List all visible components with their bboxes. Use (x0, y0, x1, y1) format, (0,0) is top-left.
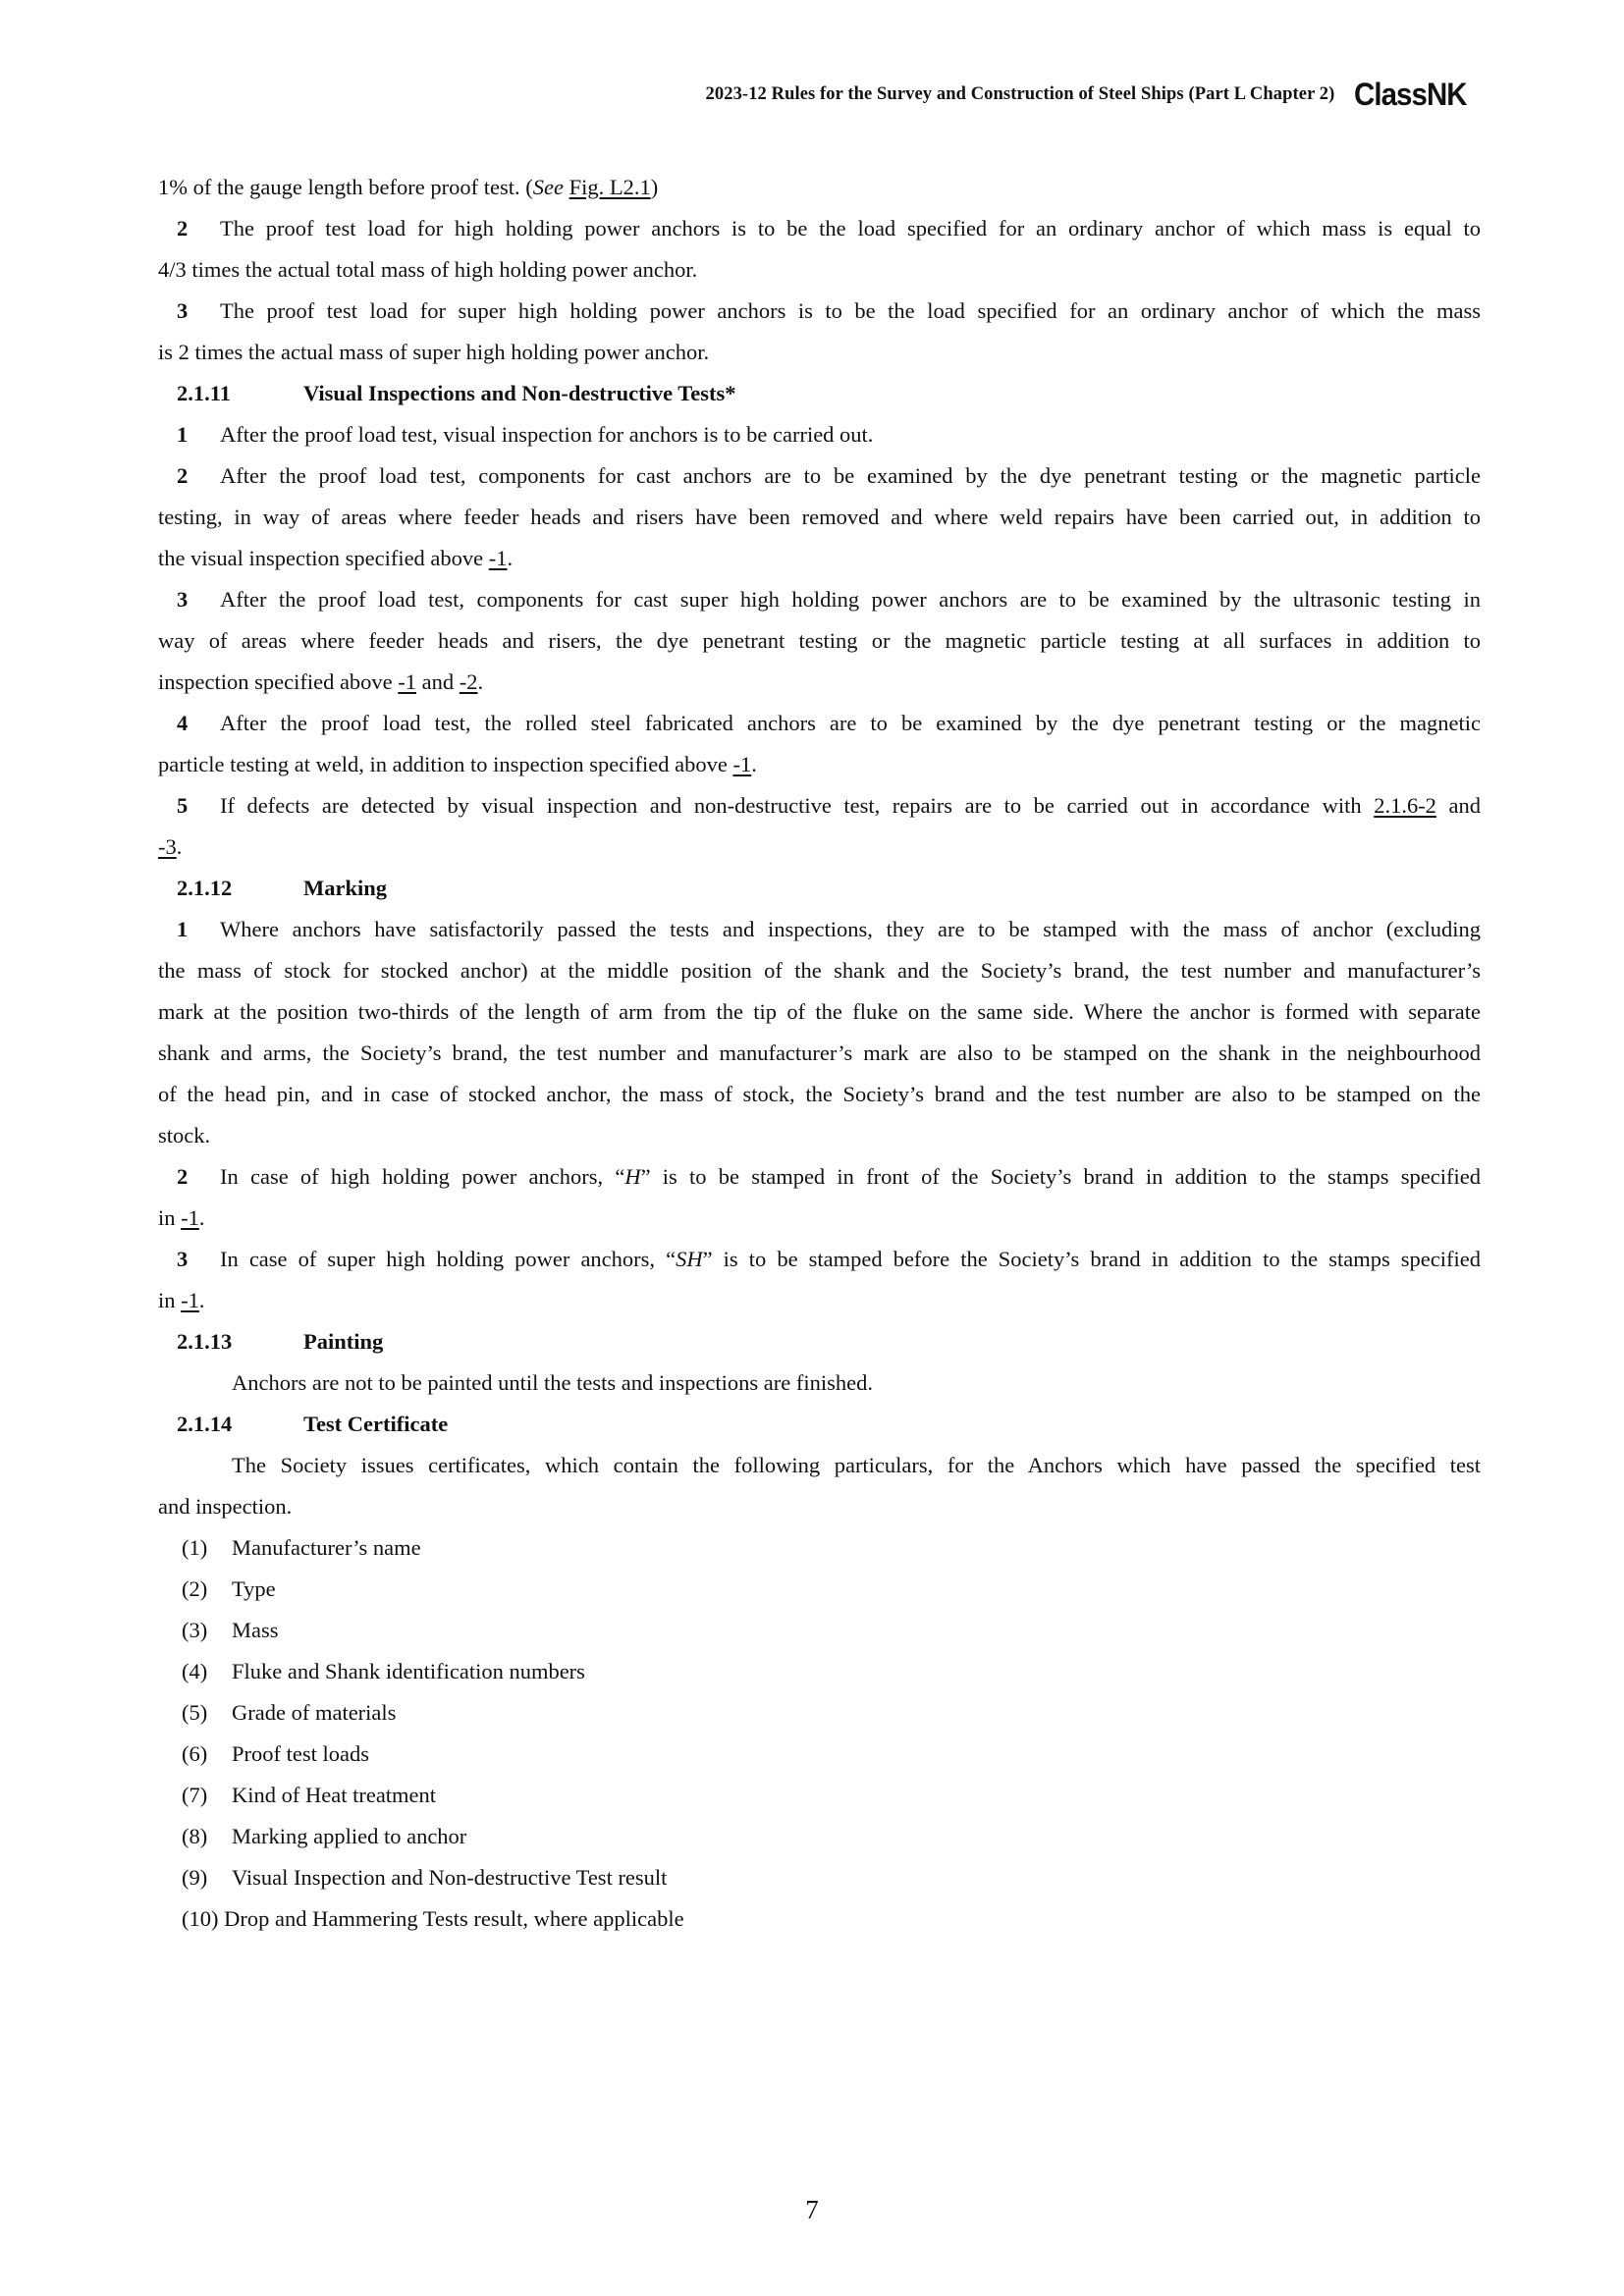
list-item: (10) Drop and Hammering Tests result, where applicable (182, 1906, 684, 1931)
section-2-1-13-heading: 2.1.13 Painting (177, 1329, 384, 1354)
page-number: 7 (805, 2195, 819, 2224)
particulars-list (158, 1527, 1481, 1940)
section-2-1-12-para-2: 2 In case of high holding power anchors, “H” is to be stamped in front of the Society’s brand in addition to the stamps specified (177, 1164, 1481, 1189)
section-2-1-11-para-2: 2 After the proof load test, components for cast anchors are to be examined by the dye penetrant testing or the magnetic particle (177, 463, 1481, 488)
paragraph-3: 3 The proof test load for super high holding power anchors is to be the load specified for an ordinary anchor of which the mass (177, 298, 1481, 323)
fig-l2-1-link[interactable]: Fig. L2.1 (568, 175, 651, 199)
section-2-1-12-para-3: 3 In case of super high holding power anchors, “SH” is to be stamped before the Society’s brand in addition to the stamps specified (177, 1247, 1481, 1271)
ref-link[interactable]: -1 (732, 752, 752, 776)
list-item: (3) Mass (182, 1618, 279, 1642)
section-2-1-12-heading: 2.1.12 Marking (177, 876, 388, 900)
list-item: (6) Proof test loads (182, 1741, 369, 1766)
list-item: (9) Visual Inspection and Non-destructive Test result (182, 1865, 668, 1890)
document-body: 1% of the gauge length before proof test. (See Fig. L2.1) 2 The proof test load for high holding power anchors is to be the load specified for an ordinary anchor of which mass is equal to 4/3 times the actual total mass of high holding power anchor. 3 The proof test load for super high holding power anchors is to be the load specified for an ordinary anchor of which the mass is 2 times the actual mass of super high holding power anchor. 2.1.11 Visual Inspections and Non-destructive Tests* 1 After the proof load test, visual inspection for anchors is to be carried out. 2 After the proof load test, components for cast anchors are to be examined by the dye penetrant testing or the magnetic particle testing, in way of areas where feeder heads and risers have been removed and where weld repairs have been carried out, in addition to the visual inspection specified above -1. 3 After the proof load test, components for cast super high holding power anchors are to be examined by the ultrasonic testing in way of areas where feeder heads and risers, the dye penetrant testing or the magnetic particle testing at all surfaces in addition to inspection specified above -1 and -2. 4 After the proof load test, the rolled steel fabricated anchors are to be examined by the dye penetrant testing or the magnetic particle testing at weld, in addition to inspection specified above -1. 5 If defects are detected by visual inspection and non-destructive test, repairs are to be carried out in accordance with 2.1.6-2 and -3. 2.1.12 Marking 1 Where anchors have satisfactorily passed the tests and inspections, they are to be stamped with the mass of anchor (excluding the mass of stock for stocked anchor) at the middle position of the shank and the Society’s brand, the test number and manufacturer’s mark at the position two-thirds of the length of arm from the tip of the fluke on the same side. Where the anchor is formed with separate shank and arms, the Society’s brand, the test number and manufacturer’s mark are also to be stamped on the shank in the neighbourhood of the head pin, and in case of stocked anchor, the mass of stock, the Society’s brand and the test number are also to be stamped on the stock. 2 In case of high holding power anchors, “H” is to be stamped in front of the Society’s brand in addition to the stamps specified in -1. 3 In case of super high holding power anchors, “SH” is to be stamped before the Society’s brand in addition to the stamps specified in -1. 2.1.13 Painting Anchors are not to be painted until the tests and inspections are finished. 2.1.14 Test Certificate The Society issues certificates, which contain the following particulars, for the Anchors which have passed the specified test and inspection. (1) Manufacturer’s name (2) Type (3) Mass (4) Fluke and Shank identification numbers (5) Grade of materials (6) Proof test loads (7) Kind of Heat treatment (8) Marking applied to anchor (9) Visual Inspection and Non-destructive Test result (10) Drop and Hammering Tests result, where applicable (158, 167, 1481, 1940)
classnk-logo: ClassNK (1354, 77, 1468, 112)
list-item: (2) Type (182, 1576, 276, 1601)
list-item: (7) Kind of Heat treatment (182, 1783, 437, 1807)
section-2-1-11-para-3: 3 After the proof load test, components for cast super high holding power anchors are to be examined by the ultrasonic testing in (177, 587, 1481, 612)
ref-link[interactable]: -1 (398, 669, 417, 694)
list-item: (5) Grade of materials (182, 1700, 397, 1725)
section-2-1-11-para-4: 4 After the proof load test, the rolled steel fabricated anchors are to be examined by the dye penetrant testing or the magnetic (177, 711, 1481, 735)
section-2-1-14-heading: 2.1.14 Test Certificate (177, 1412, 449, 1436)
ref-link[interactable]: 2.1.6-2 (1374, 793, 1436, 818)
section-2-1-14-text: The Society issues certificates, which contain the following particulars, for the Anchors which have passed the specified test (232, 1453, 1481, 1477)
continuation-line: 1% of the gauge length before proof test. (See Fig. L2.1) (158, 175, 659, 199)
section-2-1-11-heading: 2.1.11 Visual Inspections and Non-destructive Tests* (177, 381, 736, 405)
section-2-1-12-para-1: 1 Where anchors have satisfactorily passed the tests and inspections, they are to be stamped with the mass of anchor (excluding (177, 917, 1481, 941)
section-2-1-11-para-1: 1 After the proof load test, visual inspection for anchors is to be carried out. (177, 422, 874, 447)
ref-link[interactable]: -3 (158, 834, 177, 859)
ref-link[interactable]: -2 (459, 669, 478, 694)
paragraph-2: 2 The proof test load for high holding power anchors is to be the load specified for an ordinary anchor of which mass is equal to (177, 216, 1481, 240)
list-item: (1) Manufacturer’s name (182, 1535, 421, 1560)
ref-link[interactable]: -1 (488, 546, 508, 570)
ref-link[interactable]: -1 (181, 1288, 199, 1312)
list-item: (8) Marking applied to anchor (182, 1824, 467, 1848)
ref-link[interactable]: -1 (181, 1205, 199, 1230)
section-2-1-11-para-5: 5 If defects are detected by visual inspection and non-destructive test, repairs are to be carried out in accordance with 2.1.6-2 and (177, 793, 1481, 818)
page-header (706, 77, 1477, 113)
running-title: 2023-12 Rules for the Survey and Construction of Steel Ships (Part L Chapter 2) (705, 84, 1335, 104)
list-item: (4) Fluke and Shank identification numbers (182, 1659, 585, 1683)
section-2-1-13-text: Anchors are not to be painted until the tests and inspections are finished. (232, 1370, 873, 1395)
